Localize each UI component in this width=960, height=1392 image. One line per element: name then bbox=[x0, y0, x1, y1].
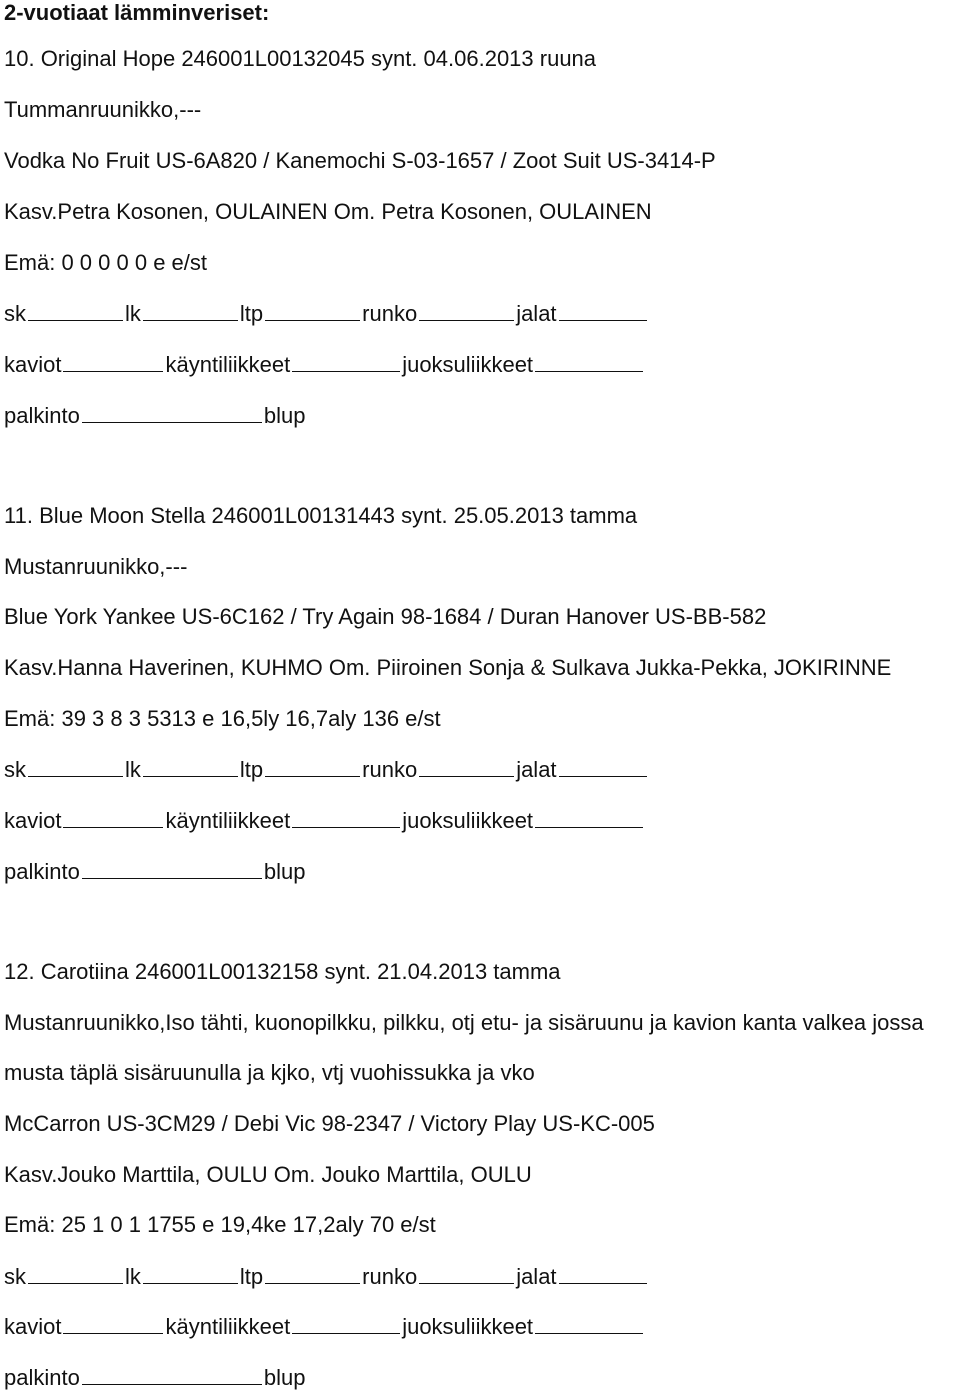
runko-label: runko bbox=[362, 301, 418, 326]
horse-dam: Emä: 25 1 0 1 1755 e 19,4ke 17,2aly 70 e/st bbox=[4, 1212, 436, 1237]
blup-label: blup bbox=[263, 403, 306, 428]
sk-field[interactable] bbox=[28, 756, 123, 777]
juoksuliikkeet-field[interactable] bbox=[535, 1313, 643, 1334]
score-row-2 bbox=[4, 807, 645, 834]
lk-field[interactable] bbox=[143, 1263, 238, 1284]
kayntiliikkeet-field[interactable] bbox=[292, 351, 400, 372]
kaviot-field[interactable] bbox=[63, 351, 163, 372]
ltp-field[interactable] bbox=[265, 300, 360, 321]
blup-label: blup bbox=[263, 859, 306, 884]
juoksuliikkeet-label: juoksuliikkeet bbox=[402, 808, 534, 833]
score-row-2 bbox=[4, 1313, 645, 1340]
jalat-label: jalat bbox=[516, 301, 557, 326]
ltp-field[interactable] bbox=[265, 756, 360, 777]
jalat-field[interactable] bbox=[559, 756, 647, 777]
kayntiliikkeet-label: käyntiliikkeet bbox=[165, 352, 291, 377]
kayntiliikkeet-field[interactable] bbox=[292, 807, 400, 828]
score-row-3 bbox=[4, 1364, 305, 1391]
ltp-label: ltp bbox=[239, 1264, 264, 1289]
sk-label: sk bbox=[4, 1264, 26, 1289]
horse-color: Tummanruunikko,--- bbox=[4, 97, 202, 122]
lk-label: lk bbox=[125, 757, 141, 782]
palkinto-label: palkinto bbox=[4, 403, 80, 428]
horse-pedigree: Vodka No Fruit US-6A820 / Kanemochi S-03-1657 / Zoot Suit US-3414-P bbox=[4, 148, 716, 173]
kayntiliikkeet-label: käyntiliikkeet bbox=[165, 1314, 291, 1339]
runko-field[interactable] bbox=[419, 756, 514, 777]
jalat-label: jalat bbox=[516, 757, 557, 782]
horse-title: 12. Carotiina 246001L00132158 synt. 21.04.2013 tamma bbox=[4, 959, 561, 984]
kaviot-label: kaviot bbox=[4, 808, 62, 833]
horse-color-continued: musta täplä sisäruunulla ja kjko, vtj vuohissukka ja vko bbox=[4, 1060, 535, 1085]
ltp-label: ltp bbox=[239, 301, 264, 326]
runko-field[interactable] bbox=[419, 300, 514, 321]
sk-label: sk bbox=[4, 757, 26, 782]
score-row-1 bbox=[4, 300, 649, 327]
sk-label: sk bbox=[4, 301, 26, 326]
horse-pedigree: McCarron US-3CM29 / Debi Vic 98-2347 / Victory Play US-KC-005 bbox=[4, 1111, 655, 1136]
kaviot-field[interactable] bbox=[63, 1313, 163, 1334]
runko-label: runko bbox=[362, 1264, 418, 1289]
score-row-1 bbox=[4, 1263, 649, 1290]
juoksuliikkeet-label: juoksuliikkeet bbox=[402, 352, 534, 377]
lk-field[interactable] bbox=[143, 300, 238, 321]
sk-field[interactable] bbox=[28, 1263, 123, 1284]
jalat-field[interactable] bbox=[559, 300, 647, 321]
palkinto-label: palkinto bbox=[4, 1365, 80, 1390]
ltp-field[interactable] bbox=[265, 1263, 360, 1284]
palkinto-field[interactable] bbox=[82, 402, 262, 423]
horse-pedigree: Blue York Yankee US-6C162 / Try Again 98-1684 / Duran Hanover US-BB-582 bbox=[4, 604, 767, 629]
lk-label: lk bbox=[125, 1264, 141, 1289]
horse-color: Mustanruunikko,--- bbox=[4, 554, 188, 579]
horse-breeder-owner: Kasv.Hanna Haverinen, KUHMO Om. Piiroinen Sonja & Sulkava Jukka-Pekka, JOKIRINNE bbox=[4, 655, 892, 680]
kayntiliikkeet-label: käyntiliikkeet bbox=[165, 808, 291, 833]
horse-breeder-owner: Kasv.Petra Kosonen, OULAINEN Om. Petra Kosonen, OULAINEN bbox=[4, 199, 652, 224]
jalat-label: jalat bbox=[516, 1264, 557, 1289]
palkinto-field[interactable] bbox=[82, 1364, 262, 1385]
horse-title: 11. Blue Moon Stella 246001L00131443 synt. 25.05.2013 tamma bbox=[4, 503, 638, 528]
sk-field[interactable] bbox=[28, 300, 123, 321]
blup-label: blup bbox=[263, 1365, 306, 1390]
horse-dam: Emä: 39 3 8 3 5313 e 16,5ly 16,7aly 136 e/st bbox=[4, 706, 441, 731]
score-row-2 bbox=[4, 351, 645, 378]
lk-field[interactable] bbox=[143, 756, 238, 777]
palkinto-label: palkinto bbox=[4, 859, 80, 884]
lk-label: lk bbox=[125, 301, 141, 326]
jalat-field[interactable] bbox=[559, 1263, 647, 1284]
section-heading: 2-vuotiaat lämminveriset: bbox=[4, 0, 270, 25]
runko-label: runko bbox=[362, 757, 418, 782]
juoksuliikkeet-field[interactable] bbox=[535, 351, 643, 372]
kaviot-label: kaviot bbox=[4, 352, 62, 377]
juoksuliikkeet-label: juoksuliikkeet bbox=[402, 1314, 534, 1339]
horse-breeder-owner: Kasv.Jouko Marttila, OULU Om. Jouko Marttila, OULU bbox=[4, 1162, 532, 1187]
horse-dam: Emä: 0 0 0 0 0 e e/st bbox=[4, 250, 208, 275]
horse-color: Mustanruunikko,Iso tähti, kuonopilkku, pilkku, otj etu- ja sisäruunu ja kavion kanta valkea jossa bbox=[4, 1010, 924, 1035]
runko-field[interactable] bbox=[419, 1263, 514, 1284]
palkinto-field[interactable] bbox=[82, 858, 262, 879]
score-row-3 bbox=[4, 402, 305, 429]
horse-title: 10. Original Hope 246001L00132045 synt. 04.06.2013 ruuna bbox=[4, 46, 597, 71]
ltp-label: ltp bbox=[239, 757, 264, 782]
juoksuliikkeet-field[interactable] bbox=[535, 807, 643, 828]
kayntiliikkeet-field[interactable] bbox=[292, 1313, 400, 1334]
score-row-3 bbox=[4, 858, 305, 885]
kaviot-field[interactable] bbox=[63, 807, 163, 828]
kaviot-label: kaviot bbox=[4, 1314, 62, 1339]
score-row-1 bbox=[4, 756, 649, 783]
